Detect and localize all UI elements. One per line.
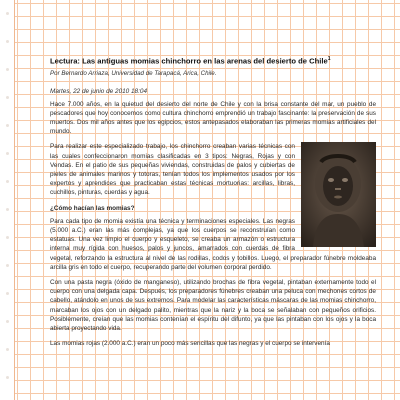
binding-hole [6, 12, 9, 15]
paragraph-techniques: Para realizar este especializado trabajo, los chinchorro creaban varias técnicas con las cuales confeccionaron momias clasificadas en 3 tipos: Negras, Rojas y con Vendas. En el patio de sus pequeñas viviendas, construidas de palos y cubiertas de pieles de animales marinos y totoras, tenían todos los implementos usados por los expertos y aprendices que practicaban estas técnicas mortuorias: arcillas, libras, cuchillos, pinturas, cuerdas y agua. [50, 143, 295, 197]
article-title-text: Lectura: Las antiguas momias chinchorro en las arenas del desierto de Chile [50, 56, 328, 66]
article-title [50, 54, 376, 67]
binding-hole [6, 376, 9, 379]
binding-hole [6, 180, 9, 183]
binding-hole [6, 292, 9, 295]
paragraph-red-mummies: Las momias rojas (2.000 a.C.) eran un poco más sencillas que las negras y el cuerpo se intervenía [50, 340, 330, 348]
article-byline: Por Bernardo Arriaza, Universidad de Tarapacá, Arica, Chile. [50, 69, 217, 77]
mummy-photo [301, 142, 376, 247]
binding-hole [6, 208, 9, 211]
paragraph-painting: Con una pasta negra (óxido de manganeso), utilizando brochas de fibra vegetal, pintaban externamente todo el cuerpo con una delgada capa. Después, los preparadores fúnebres creaban una peluca con mechones cortos de cabello, atándolo en unos de sus extremos. Para modelar las características máscaras de las momias chinchorro, marcaban los ojos con un delgado palito, mientras que la nariz y la boca se señalaban con pequeños orificios. Posiblemente, creían que las momias contenían el espíritu del difunto, ya que las pintaban con los ojos y la boca abierta proyectando vida. [50, 278, 376, 332]
notebook-binding [0, 0, 15, 400]
binding-hole [6, 96, 9, 99]
paragraph-black-mummies: Para cada tipo de momia existía una técnica y terminaciones especiales. Las negras (5.000 a.C.) eran las más complejas, ya que los cuerpos se reconstruían como estatuas. Una vez limpio el cuerpo y esqueleto, se creaba un armazón o estructura interna muy rígida con huesos, palos y juncos, amarrados con cuerdas de fibra vegetal, reforzando la estructura al nivel de las rodillas, codos y tobillos. Luego, el preparador fúnebre moldeaba arcilla gris en todo el cuerpo, recuperando parte del volumen corporal perdido. [50, 217, 376, 271]
binding-hole [6, 348, 9, 351]
binding-hole [6, 124, 9, 127]
binding-hole [6, 236, 9, 239]
article [20, 54, 376, 354]
section-heading: ¿Cómo hacían las momias? [50, 204, 135, 212]
binding-hole [6, 152, 9, 155]
article-date: Martes, 22 de junio de 2010 18:04 [50, 87, 147, 95]
paragraph-intro: Hace 7.000 años, en la quietud del desierto del norte de Chile y con la brisa constante del mar, un pueblo de pescadores que hoy conocemos como cultura chinchorro emprendió un trabajo fascinante: la preservación de sus muertos. Dos mil años antes que los egipcios, estos antepasados elaboraban las primeras momias artificiales del mundo. [50, 100, 376, 136]
binding-hole [6, 68, 9, 71]
binding-hole [6, 40, 9, 43]
binding-hole [6, 320, 9, 323]
footnote-marker: 1 [327, 56, 331, 62]
binding-hole [6, 264, 9, 267]
